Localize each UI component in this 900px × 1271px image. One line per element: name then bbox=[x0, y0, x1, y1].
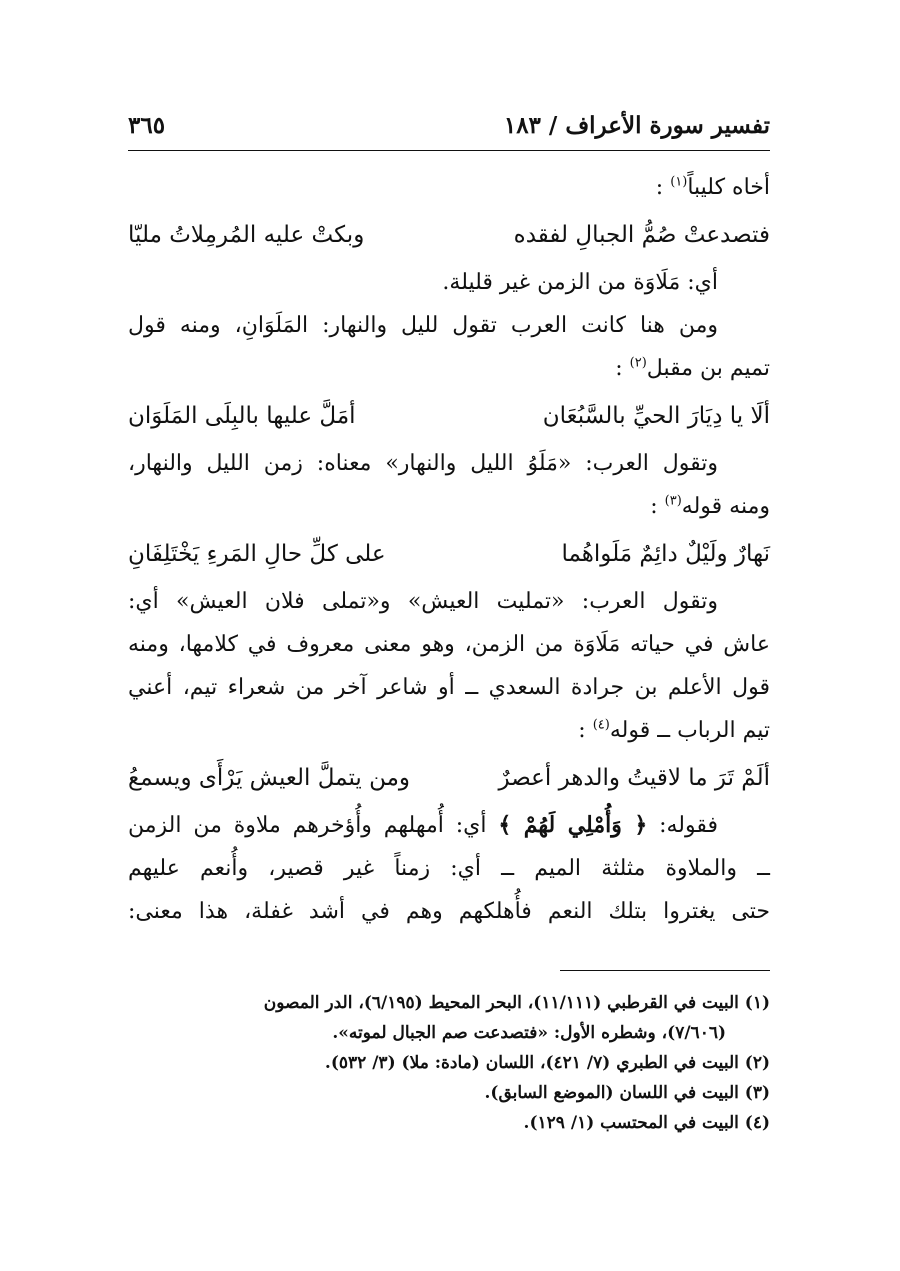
verse-second-hemistich: أمَلَّ عليها بالبِلَى المَلَوَان bbox=[128, 402, 356, 429]
footnote-4: (٤) البيت في المحتسب (١/ ١٢٩). bbox=[523, 1113, 770, 1133]
header-rule bbox=[128, 150, 770, 151]
quran-quote: ﴿ وَأُمْلِي لَهُمْ ﴾ bbox=[498, 812, 648, 838]
line-text: أخاه كليباً bbox=[687, 175, 770, 200]
line-text: : bbox=[650, 494, 658, 519]
text-line: وتقول العرب: «مَلَوُ الليل والنهار» معناه: زمن الليل والنهار، bbox=[128, 451, 718, 476]
verse-first-hemistich: ألَمْ تَرَ ما لاقيتُ والدهر أعصرٌ bbox=[498, 764, 770, 791]
text-line bbox=[128, 485, 770, 528]
running-title: تفسير سورة الأعراف / ١٨٣ bbox=[503, 112, 770, 139]
footnote-ref: (١) bbox=[670, 174, 688, 190]
verse-first-hemistich: ألَا يا دِيَارَ الحيِّ بالسَّبُعَان bbox=[542, 402, 770, 429]
line-text: تيم الرباب ــ قوله bbox=[609, 718, 770, 743]
text-line: أي: مَلَاوَة من الزمن غير قليلة. bbox=[442, 270, 718, 295]
line-text: تميم بن مقبل bbox=[646, 356, 770, 381]
line-text: : bbox=[655, 175, 664, 200]
verse-second-hemistich: على كلِّ حالِ المَرءِ يَخْتَلِفَانِ bbox=[128, 540, 386, 567]
text-line: عاش في حياته مَلَاوَة من الزمن، وهو معنى معروف في كلامها، ومنه bbox=[128, 632, 770, 657]
page-number: ٣٦٥ bbox=[128, 112, 166, 139]
main-text bbox=[128, 166, 770, 933]
verse-line bbox=[128, 390, 770, 442]
verse-line bbox=[128, 752, 770, 804]
footnote-1: (١) البيت في القرطبي (١١/١١١)، البحر المحيط (٦/١٩٥)، الدر المصون bbox=[263, 993, 770, 1013]
footnote-2: (٢) البيت في الطبري (٧/ ٤٢١)، اللسان (مادة: ملا) (٣/ ٥٣٢). bbox=[324, 1053, 770, 1073]
text-line: حتى يغتروا بتلك النعم فأُهلكهم وهم في أشد غفلة، هذا معنى: bbox=[128, 899, 770, 924]
text-line: وتقول العرب: «تمليت العيش» و«تملى فلان العيش» أي: bbox=[128, 589, 718, 614]
running-header bbox=[128, 112, 770, 148]
footnote-separator bbox=[560, 970, 770, 971]
line-text: أي: أُمهلهم وأُؤخرهم ملاوة من الزمن bbox=[128, 813, 487, 838]
verse-first-hemistich: فتصدعتْ صُمُّ الجبالِ لفقده bbox=[513, 221, 770, 248]
line-text: ومنه قوله bbox=[681, 494, 770, 519]
text-line: ــ والملاوة مثلثة الميم ــ أي: زمناً غير قصير، وأُنعم عليهم bbox=[128, 856, 770, 881]
footnote-ref: (٢) bbox=[629, 355, 647, 371]
line-text: : bbox=[578, 718, 586, 743]
footnote-ref: (٤) bbox=[592, 717, 610, 733]
text-line: ومن هنا كانت العرب تقول لليل والنهار: المَلَوَانِ، ومنه قول bbox=[128, 313, 718, 338]
text-line bbox=[128, 347, 770, 390]
text-line: قول الأعلم بن جرادة السعدي ــ أو شاعر آخر من شعراء تيم، أعني bbox=[128, 675, 770, 700]
footnote-ref: (٣) bbox=[664, 493, 682, 509]
line-text: : bbox=[615, 356, 623, 381]
verse-line bbox=[128, 528, 770, 580]
text-line bbox=[128, 804, 770, 847]
verse-first-hemistich: نَهارٌ ولَيْلٌ دائِمٌ مَلَواهُما bbox=[561, 540, 770, 567]
verse-second-hemistich: ومن يتملَّ العيش يَرْأَى ويسمعُ bbox=[128, 764, 411, 791]
text-line bbox=[128, 709, 770, 752]
footnote-1-continued: (٧/٦٠٦)، وشطره الأول: «فتصدعت صم الجبال لموته». bbox=[332, 1023, 726, 1043]
verse-line bbox=[128, 209, 770, 261]
line-text: فقوله: bbox=[659, 813, 718, 838]
verse-second-hemistich: وبكتْ عليه المُرمِلاتُ مليّا bbox=[128, 221, 365, 248]
footnotes bbox=[128, 988, 770, 1138]
text-line bbox=[128, 166, 770, 209]
footnote-3: (٣) البيت في اللسان (الموضع السابق). bbox=[484, 1083, 770, 1103]
